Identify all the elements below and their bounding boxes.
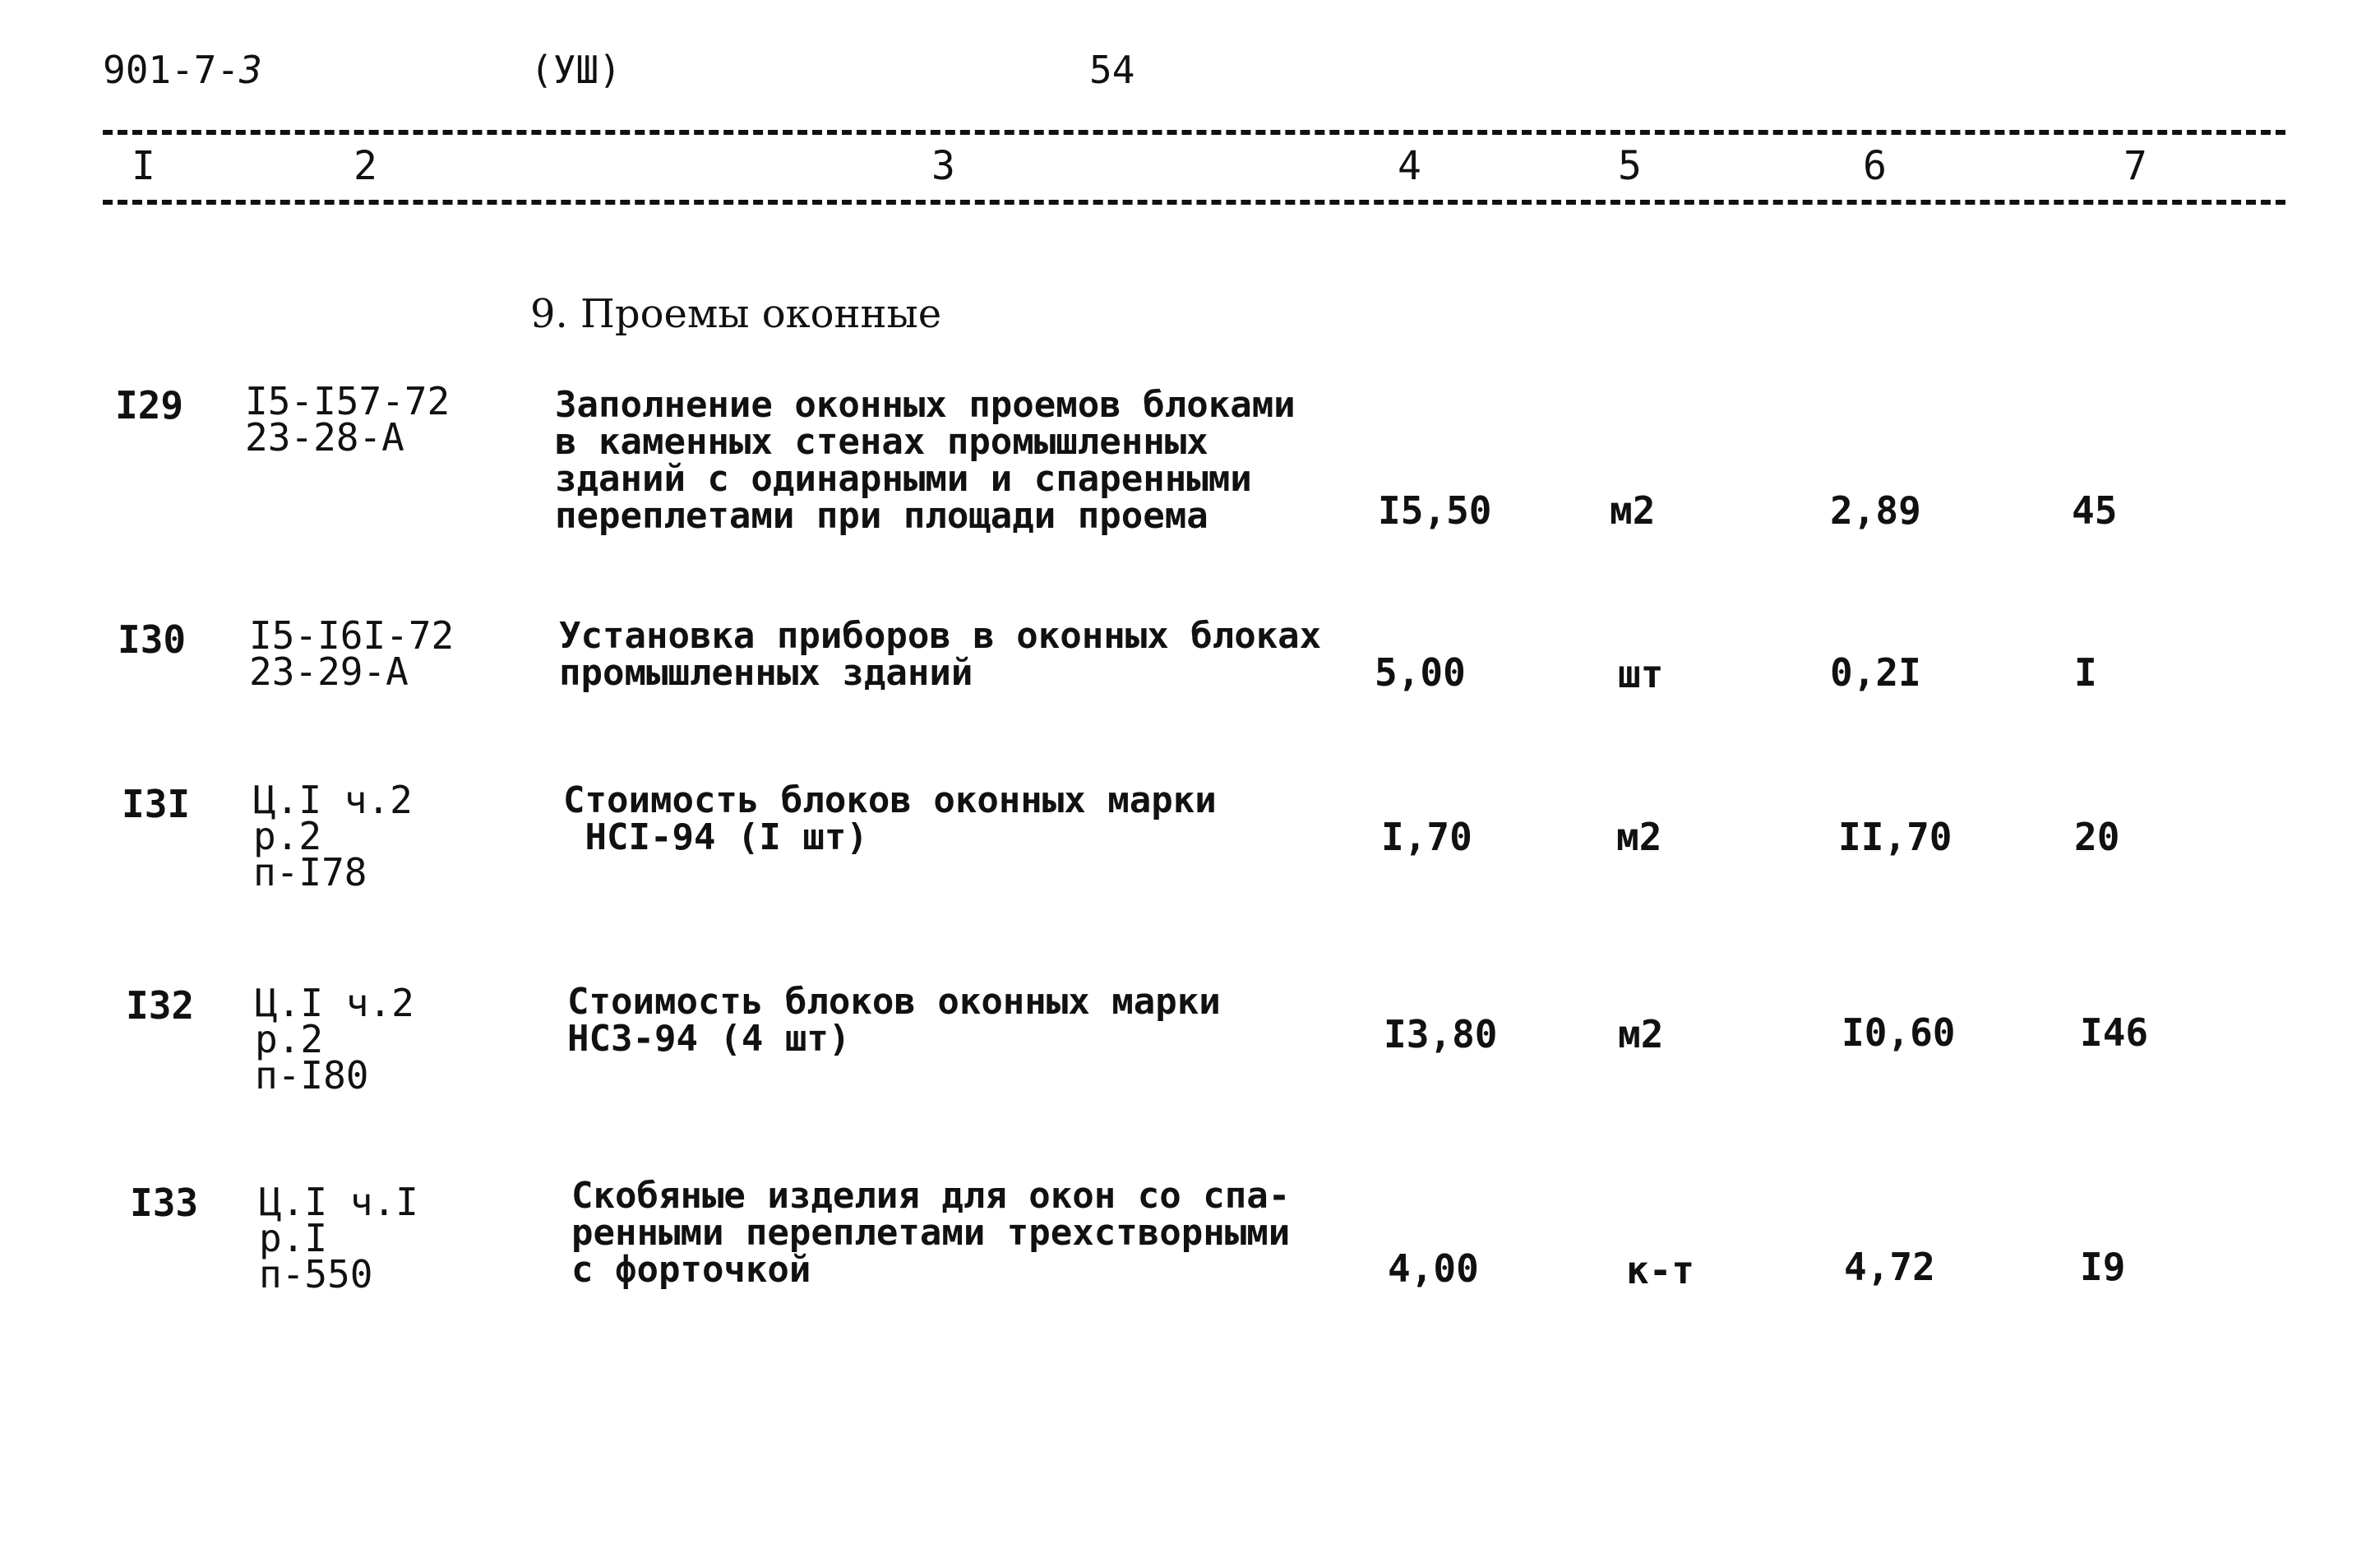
row-price: I0,60 — [1842, 1010, 1956, 1055]
column-header-4: 4 — [1398, 143, 1421, 189]
row-number: I30 — [118, 617, 187, 662]
row-number: I3I — [122, 782, 191, 826]
row-unit: шт — [1618, 652, 1664, 696]
row-quantity: I3,80 — [1384, 1012, 1498, 1056]
column-header-1: I — [132, 143, 155, 189]
row-total: I9 — [2080, 1245, 2126, 1289]
column-header-2: 2 — [354, 143, 377, 189]
row-unit: м2 — [1610, 488, 1656, 533]
row-quantity: I,70 — [1381, 815, 1472, 859]
column-header-7: 7 — [2124, 143, 2147, 189]
row-number: I29 — [115, 383, 184, 428]
row-quantity: I5,50 — [1378, 488, 1492, 533]
row-number: I32 — [126, 983, 195, 1028]
row-code: Ц.I ч.I р.I п-550 — [259, 1180, 418, 1296]
row-description: Установка приборов в оконных блоках промышленных зданий — [559, 615, 1322, 694]
row-price: 0,2I — [1830, 650, 1921, 695]
section-title: 9. Проемы оконные — [530, 291, 942, 337]
document-number — [103, 48, 262, 92]
row-unit: м2 — [1616, 815, 1662, 859]
row-description: Заполнение оконных проемов блоками в каменных стенах промышленных зданий с одинарными и спаренными переплетами при площади проема — [555, 384, 1296, 537]
row-total: 45 — [2072, 488, 2118, 533]
row-price: 4,72 — [1844, 1245, 1935, 1289]
row-price: II,70 — [1838, 815, 1953, 859]
row-unit: м2 — [1618, 1012, 1664, 1056]
series-label: (УШ) — [530, 48, 622, 92]
row-total: 20 — [2074, 815, 2120, 859]
row-quantity: 4,00 — [1388, 1246, 1479, 1291]
row-total: I — [2074, 650, 2097, 695]
header-top-rule — [103, 130, 2285, 135]
row-description: Стоимость блоков оконных марки НСI-94 (I шт) — [563, 779, 1217, 858]
row-number: I33 — [130, 1181, 199, 1225]
row-code: Ц.I ч.2 р.2 п-I78 — [253, 778, 413, 894]
row-quantity: 5,00 — [1375, 650, 1466, 695]
header-bottom-rule — [103, 200, 2285, 205]
row-code: I5-I6I-72 23-29-А — [249, 613, 455, 694]
row-description: Скобяные изделия для окон со спа- ренными переплетами трехстворными с форточкой — [571, 1175, 1291, 1291]
row-description: Стоимость блоков оконных марки НС3-94 (4 шт) — [567, 981, 1221, 1060]
column-header-5: 5 — [1618, 143, 1642, 189]
document-number-suffix: 3 — [239, 48, 262, 92]
row-unit: к-т — [1626, 1248, 1695, 1292]
column-header-3: 3 — [931, 143, 955, 189]
row-total: I46 — [2080, 1010, 2149, 1055]
row-code: Ц.I ч.2 р.2 п-I80 — [255, 981, 414, 1098]
document-number-prefix: 901-7- — [103, 48, 240, 92]
row-code: I5-I57-72 23-28-А — [245, 379, 451, 460]
page-number: 54 — [1089, 48, 1135, 92]
column-header-6: 6 — [1863, 143, 1887, 189]
row-price: 2,89 — [1830, 488, 1921, 533]
